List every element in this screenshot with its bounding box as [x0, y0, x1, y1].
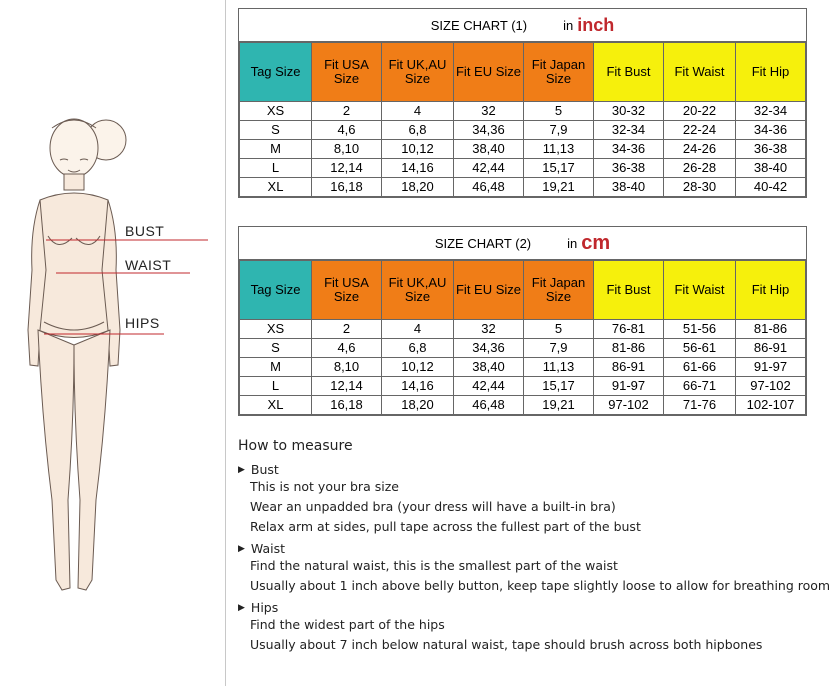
instruction-line: Find the widest part of the hips	[250, 617, 445, 632]
size-value-cell: 42,44	[454, 377, 524, 396]
instruction-line: Usually about 7 inch below natural waist, tape should brush across both hipbones	[250, 637, 763, 652]
size-value-cell: 8,10	[312, 358, 382, 377]
table-row	[240, 320, 806, 339]
size-value-cell: 71-76	[664, 396, 736, 415]
size-value-cell: 38,40	[454, 140, 524, 159]
chart-title: SIZE CHART (2)	[434, 235, 532, 251]
size-value-cell: 6,8	[382, 339, 454, 358]
size-value-cell: 34,36	[454, 121, 524, 140]
size-value-cell: 36-38	[594, 159, 664, 178]
size-value-cell: 12,14	[312, 159, 382, 178]
section-title: Waist	[250, 541, 286, 556]
instruction-line: Find the natural waist, this is the smallest part of the waist	[250, 558, 618, 573]
table-body	[240, 320, 806, 415]
size-value-cell: 15,17	[524, 377, 594, 396]
header-cell: Fit Waist	[664, 43, 736, 102]
table-row	[240, 339, 806, 358]
size-value-cell: 26-28	[664, 159, 736, 178]
size-value-cell: 86-91	[594, 358, 664, 377]
table-body	[240, 102, 806, 197]
size-value-cell: 30-32	[594, 102, 664, 121]
chart-title: SIZE CHART (1)	[430, 17, 528, 33]
size-value-cell: 81-86	[594, 339, 664, 358]
tag-size-cell: L	[240, 377, 312, 396]
size-value-cell: 7,9	[524, 339, 594, 358]
size-value-cell: 4,6	[312, 121, 382, 140]
section-title: Bust	[250, 462, 279, 477]
body-figure-illustration	[0, 0, 226, 686]
size-value-cell: 32-34	[736, 102, 806, 121]
header-cell: Tag Size	[240, 261, 312, 320]
table-row	[240, 358, 806, 377]
size-value-cell: 4	[382, 320, 454, 339]
size-value-cell: 22-24	[664, 121, 736, 140]
size-value-cell: 14,16	[382, 377, 454, 396]
size-value-cell: 66-71	[664, 377, 736, 396]
unit-label: inch	[577, 14, 615, 35]
size-value-cell: 32	[454, 320, 524, 339]
table-row	[240, 377, 806, 396]
tag-size-cell: S	[240, 121, 312, 140]
section-waist	[238, 541, 828, 556]
unit-label: cm	[581, 231, 611, 254]
size-value-cell: 46,48	[454, 178, 524, 197]
size-value-cell: 6,8	[382, 121, 454, 140]
size-value-cell: 42,44	[454, 159, 524, 178]
size-value-cell: 4,6	[312, 339, 382, 358]
size-value-cell: 102-107	[736, 396, 806, 415]
tag-size-cell: XS	[240, 102, 312, 121]
size-value-cell: 34-36	[594, 140, 664, 159]
size-value-cell: 86-91	[736, 339, 806, 358]
table-row	[240, 178, 806, 197]
bust-label: BUST	[125, 223, 165, 239]
size-value-cell: 2	[312, 102, 382, 121]
size-value-cell: 34-36	[736, 121, 806, 140]
how-to-measure	[238, 438, 831, 655]
size-value-cell: 16,18	[312, 396, 382, 415]
size-value-cell: 34,36	[454, 339, 524, 358]
header-cell: Fit EU Size	[454, 43, 524, 102]
chart-title-row	[239, 9, 806, 42]
size-value-cell: 11,13	[524, 358, 594, 377]
size-value-cell: 97-102	[736, 377, 806, 396]
size-value-cell: 16,18	[312, 178, 382, 197]
size-value-cell: 4	[382, 102, 454, 121]
instruction-line: Usually about 1 inch above belly button, keep tape slightly loose to allow for breathing room	[250, 578, 831, 593]
unit-prefix: in	[563, 17, 574, 33]
size-chart-inch	[238, 8, 807, 198]
size-chart-cm	[238, 226, 807, 416]
table-row	[240, 159, 806, 178]
tag-size-cell: M	[240, 358, 312, 377]
header-cell: Fit Bust	[594, 43, 664, 102]
size-value-cell: 12,14	[312, 377, 382, 396]
tag-size-cell: XL	[240, 178, 312, 197]
table-row	[240, 140, 806, 159]
size-value-cell: 51-56	[664, 320, 736, 339]
header-cell: Fit UK,AU Size	[382, 261, 454, 320]
size-value-cell: 14,16	[382, 159, 454, 178]
size-value-cell: 18,20	[382, 396, 454, 415]
size-value-cell: 81-86	[736, 320, 806, 339]
header-cell: Fit Japan Size	[524, 43, 594, 102]
size-value-cell: 7,9	[524, 121, 594, 140]
header-row	[240, 43, 806, 102]
size-value-cell: 19,21	[524, 396, 594, 415]
header-cell: Fit Japan Size	[524, 261, 594, 320]
header-cell: Fit Hip	[736, 261, 806, 320]
header-cell: Fit Waist	[664, 261, 736, 320]
table-row	[240, 102, 806, 121]
size-value-cell: 40-42	[736, 178, 806, 197]
header-cell: Fit EU Size	[454, 261, 524, 320]
size-value-cell: 5	[524, 102, 594, 121]
size-value-cell: 36-38	[736, 140, 806, 159]
instruction-line: Wear an unpadded bra (your dress will have a built-in bra)	[250, 499, 616, 514]
triangle-bullet-icon: ▶	[238, 543, 245, 554]
section-hips	[238, 600, 828, 615]
size-value-cell: 10,12	[382, 358, 454, 377]
section-title: Hips	[250, 600, 279, 615]
waist-label: WAIST	[125, 257, 172, 273]
unit-prefix: in	[567, 235, 578, 251]
size-value-cell: 5	[524, 320, 594, 339]
size-value-cell: 76-81	[594, 320, 664, 339]
size-value-cell: 38,40	[454, 358, 524, 377]
size-value-cell: 11,13	[524, 140, 594, 159]
size-value-cell: 61-66	[664, 358, 736, 377]
header-row	[240, 261, 806, 320]
table-row	[240, 121, 806, 140]
size-value-cell: 19,21	[524, 178, 594, 197]
triangle-bullet-icon: ▶	[238, 464, 245, 475]
hips-label: HIPS	[125, 315, 160, 331]
size-value-cell: 10,12	[382, 140, 454, 159]
size-value-cell: 32-34	[594, 121, 664, 140]
tag-size-cell: L	[240, 159, 312, 178]
figure-panel	[0, 0, 226, 686]
section-bust	[238, 462, 828, 477]
size-value-cell: 20-22	[664, 102, 736, 121]
size-value-cell: 46,48	[454, 396, 524, 415]
triangle-bullet-icon: ▶	[238, 602, 245, 613]
size-value-cell: 28-30	[664, 178, 736, 197]
header-cell: Fit Hip	[736, 43, 806, 102]
size-value-cell: 91-97	[736, 358, 806, 377]
howto-heading: How to measure	[238, 438, 353, 454]
size-value-cell: 97-102	[594, 396, 664, 415]
size-table-cm	[239, 260, 806, 415]
header-cell: Fit USA Size	[312, 261, 382, 320]
tag-size-cell: M	[240, 140, 312, 159]
size-value-cell: 56-61	[664, 339, 736, 358]
size-value-cell: 91-97	[594, 377, 664, 396]
size-value-cell: 8,10	[312, 140, 382, 159]
tag-size-cell: XL	[240, 396, 312, 415]
size-value-cell: 18,20	[382, 178, 454, 197]
size-value-cell: 15,17	[524, 159, 594, 178]
table-row	[240, 396, 806, 415]
size-value-cell: 38-40	[594, 178, 664, 197]
size-value-cell: 24-26	[664, 140, 736, 159]
size-value-cell: 32	[454, 102, 524, 121]
size-table-inch	[239, 42, 806, 197]
tag-size-cell: S	[240, 339, 312, 358]
size-value-cell: 2	[312, 320, 382, 339]
instruction-line: Relax arm at sides, pull tape across the fullest part of the bust	[250, 519, 641, 534]
tag-size-cell: XS	[240, 320, 312, 339]
header-cell: Fit USA Size	[312, 43, 382, 102]
chart-title-row	[239, 227, 806, 260]
header-cell: Fit UK,AU Size	[382, 43, 454, 102]
header-cell: Fit Bust	[594, 261, 664, 320]
instruction-line: This is not your bra size	[250, 479, 399, 494]
size-value-cell: 38-40	[736, 159, 806, 178]
header-cell: Tag Size	[240, 43, 312, 102]
